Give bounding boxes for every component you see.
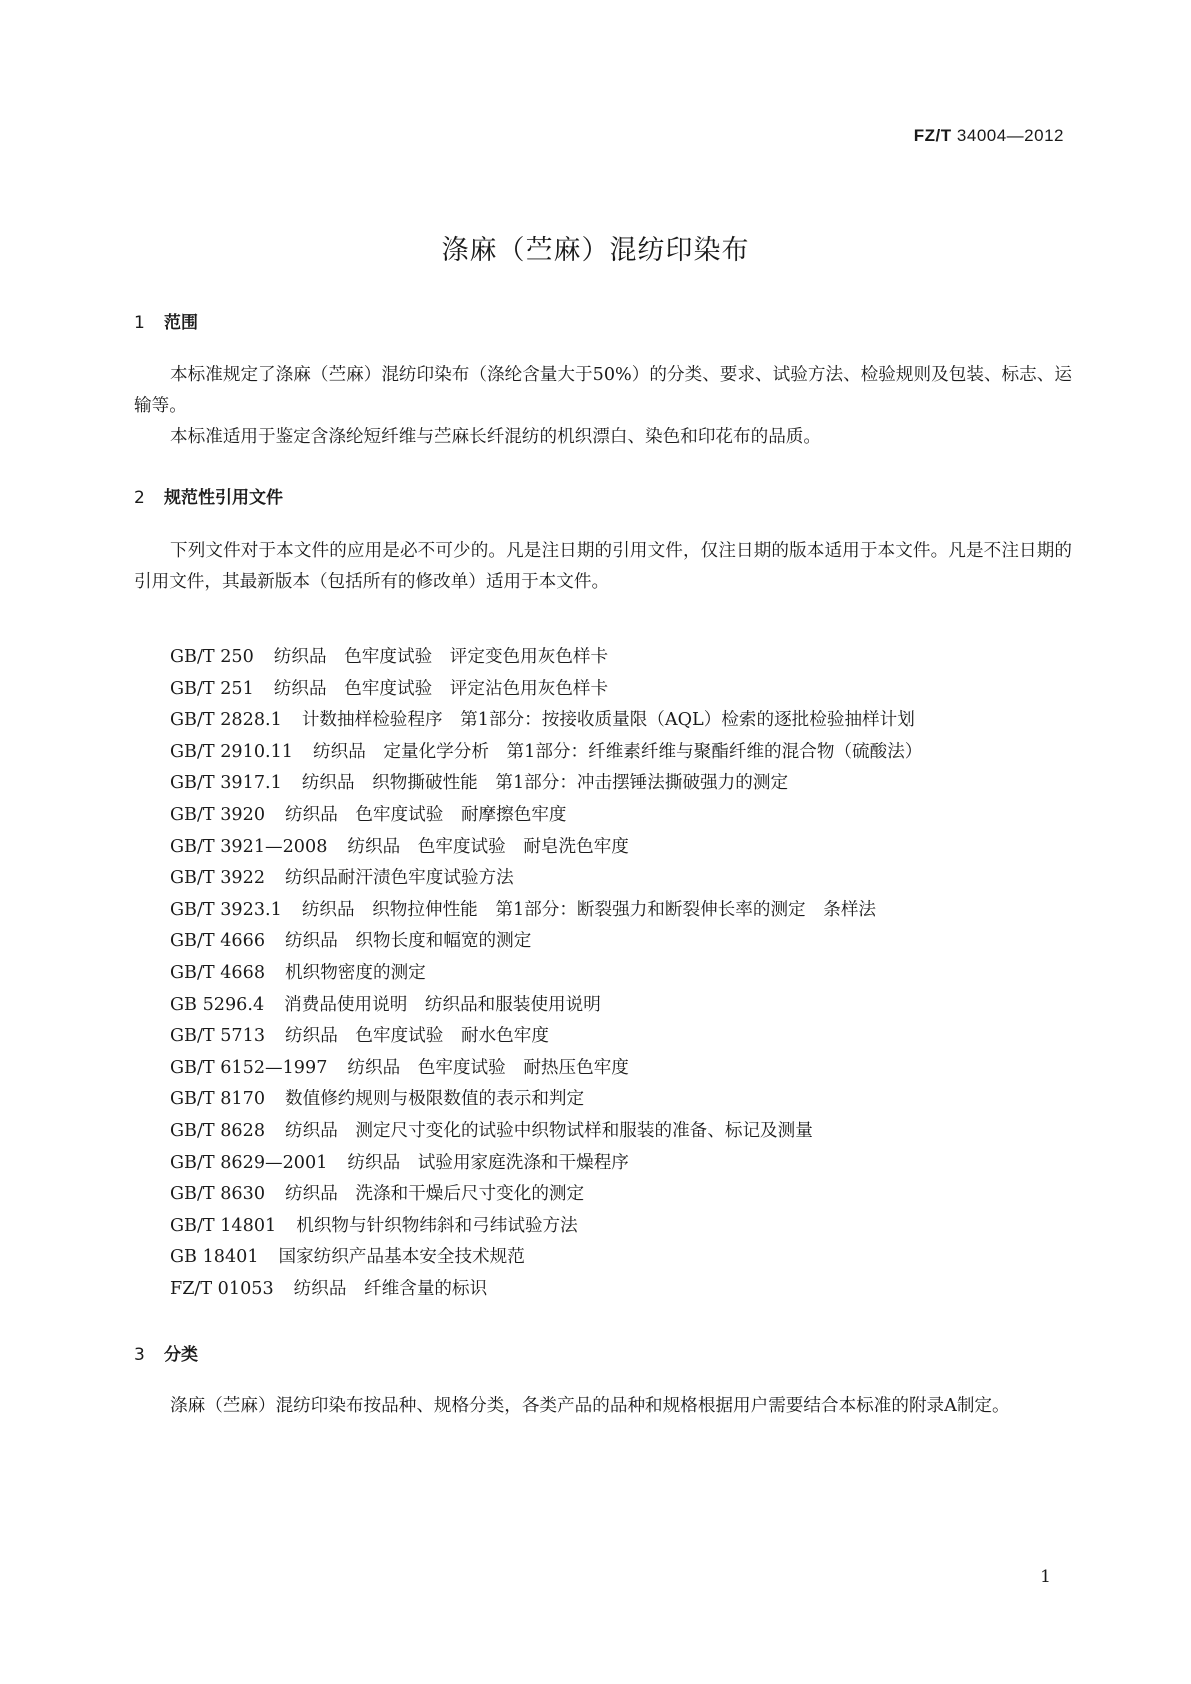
reference-title: 纺织品 测定尺寸变化的试验中织物试样和服装的准备、标记及测量: [285, 1120, 813, 1141]
reference-code: GB/T 8628: [170, 1120, 266, 1141]
reference-title: 纺织品耐汗渍色牢度试验方法: [285, 868, 514, 889]
reference-title: 纺织品 纤维含量的标识: [293, 1278, 488, 1299]
reference-item: [170, 1179, 922, 1211]
reference-item: [170, 1021, 922, 1053]
reference-item: [170, 705, 922, 737]
reference-item: [170, 1116, 922, 1148]
reference-item: [170, 1084, 922, 1116]
section-title: 规范性引用文件: [164, 488, 283, 508]
section-number: 1: [134, 313, 145, 333]
reference-item: [170, 674, 922, 706]
references-intro-paragraph: 下列文件对于本文件的应用是必不可少的。凡是注日期的引用文件，仅注日期的版本适用于本文件。凡是不注日期的引用文件，其最新版本（包括所有的修改单）适用于本文件。: [134, 541, 1072, 592]
reference-item: [170, 1148, 922, 1180]
reference-code: GB/T 2910.11: [170, 741, 293, 762]
reference-title: 机织物与针织物纬斜和弓纬试验方法: [296, 1215, 578, 1236]
reference-title: 数值修约规则与极限数值的表示和判定: [285, 1089, 585, 1110]
standard-code: [914, 126, 1064, 146]
reference-title: 纺织品 试验用家庭洗涤和干燥程序: [347, 1152, 629, 1173]
reference-title: 计数抽样检验程序 第1部分：按接收质量限（AQL）检索的逐批检验抽样计划: [301, 710, 915, 731]
reference-title: 纺织品 色牢度试验 评定变色用灰色样卡: [273, 647, 609, 667]
scope-paragraph-1: 本标准规定了涤麻（苎麻）混纺印染布（涤纶含量大于50%）的分类、要求、试验方法、检验规则及包装、标志、运输等。: [134, 365, 1072, 416]
reference-code: GB/T 250: [170, 647, 254, 667]
section-title: 范围: [164, 313, 198, 333]
reference-code: GB/T 5713: [170, 1026, 266, 1047]
reference-item: [170, 990, 922, 1022]
reference-item: [170, 768, 922, 800]
reference-title: 纺织品 色牢度试验 耐热压色牢度: [347, 1057, 629, 1078]
page-number: 1: [1040, 1567, 1051, 1587]
reference-title: 纺织品 色牢度试验 评定沾色用灰色样卡: [273, 678, 609, 699]
section-heading-scope: [134, 308, 198, 333]
reference-code: GB/T 6152—1997: [170, 1057, 328, 1078]
section-heading-normative-references: [134, 483, 283, 508]
reference-item: [170, 926, 922, 958]
reference-code: GB/T 251: [170, 678, 254, 699]
reference-code: GB/T 3920: [170, 804, 266, 825]
reference-code: GB 5296.4: [170, 994, 265, 1015]
reference-item: [170, 895, 922, 927]
reference-title: 机织物密度的测定: [285, 962, 426, 983]
reference-item: [170, 1211, 922, 1243]
section-number: 2: [134, 488, 145, 508]
reference-code: GB 18401: [170, 1247, 259, 1268]
reference-item: [170, 1053, 922, 1085]
reference-item: [170, 832, 922, 864]
reference-title: 纺织品 洗涤和干燥后尺寸变化的测定: [285, 1184, 585, 1205]
reference-code: GB/T 4666: [170, 931, 266, 952]
reference-code: GB/T 14801: [170, 1215, 277, 1236]
reference-code: GB/T 4668: [170, 962, 266, 983]
reference-title: 纺织品 定量化学分析 第1部分：纤维素纤维与聚酯纤维的混合物（硫酸法）: [313, 741, 923, 762]
reference-code: GB/T 2828.1: [170, 710, 282, 731]
reference-title: 纺织品 色牢度试验 耐摩擦色牢度: [285, 804, 567, 825]
reference-code: GB/T 3922: [170, 868, 266, 889]
reference-code: FZ/T 01053: [170, 1278, 274, 1299]
reference-code: GB/T 8629—2001: [170, 1152, 328, 1173]
reference-title: 纺织品 织物撕破性能 第1部分：冲击摆锤法撕破强力的测定: [301, 773, 789, 794]
section-number: 3: [134, 1345, 145, 1365]
classification-paragraph: 涤麻（苎麻）混纺印染布按品种、规格分类，各类产品的品种和规格根据用户需要结合本标准的附录A制定。: [170, 1396, 1010, 1416]
reference-item: [170, 1274, 922, 1306]
reference-code: GB/T 8630: [170, 1184, 266, 1205]
reference-item: [170, 642, 922, 674]
document-title: 涤麻（苎麻）混纺印染布: [441, 235, 750, 266]
reference-item: [170, 863, 922, 895]
reference-title: 国家纺织产品基本安全技术规范: [278, 1247, 525, 1268]
reference-title: 纺织品 织物拉伸性能 第1部分：断裂强力和断裂伸长率的测定 条样法: [301, 899, 877, 920]
scope-paragraph-2: 本标准适用于鉴定含涤纶短纤维与苎麻长纤混纺的机织漂白、染色和印花布的品质。: [170, 427, 821, 447]
reference-code: GB/T 3921—2008: [170, 836, 328, 857]
reference-code: GB/T 3917.1: [170, 773, 282, 794]
reference-item: [170, 800, 922, 832]
section-title: 分类: [164, 1345, 198, 1365]
standard-code-number: 34004—2012: [956, 126, 1064, 145]
reference-code: GB/T 3923.1: [170, 899, 282, 920]
reference-title: 纺织品 色牢度试验 耐皂洗色牢度: [347, 836, 629, 857]
reference-code: GB/T 8170: [170, 1089, 266, 1110]
reference-item: [170, 1242, 922, 1274]
reference-list: [170, 642, 922, 1305]
standard-code-prefix: FZ/T: [913, 126, 952, 145]
reference-item: [170, 958, 922, 990]
reference-title: 纺织品 织物长度和幅宽的测定: [285, 931, 532, 952]
reference-title: 消费品使用说明 纺织品和服装使用说明: [284, 994, 601, 1015]
reference-title: 纺织品 色牢度试验 耐水色牢度: [285, 1026, 549, 1047]
section-heading-classification: [134, 1340, 198, 1365]
reference-item: [170, 737, 922, 769]
